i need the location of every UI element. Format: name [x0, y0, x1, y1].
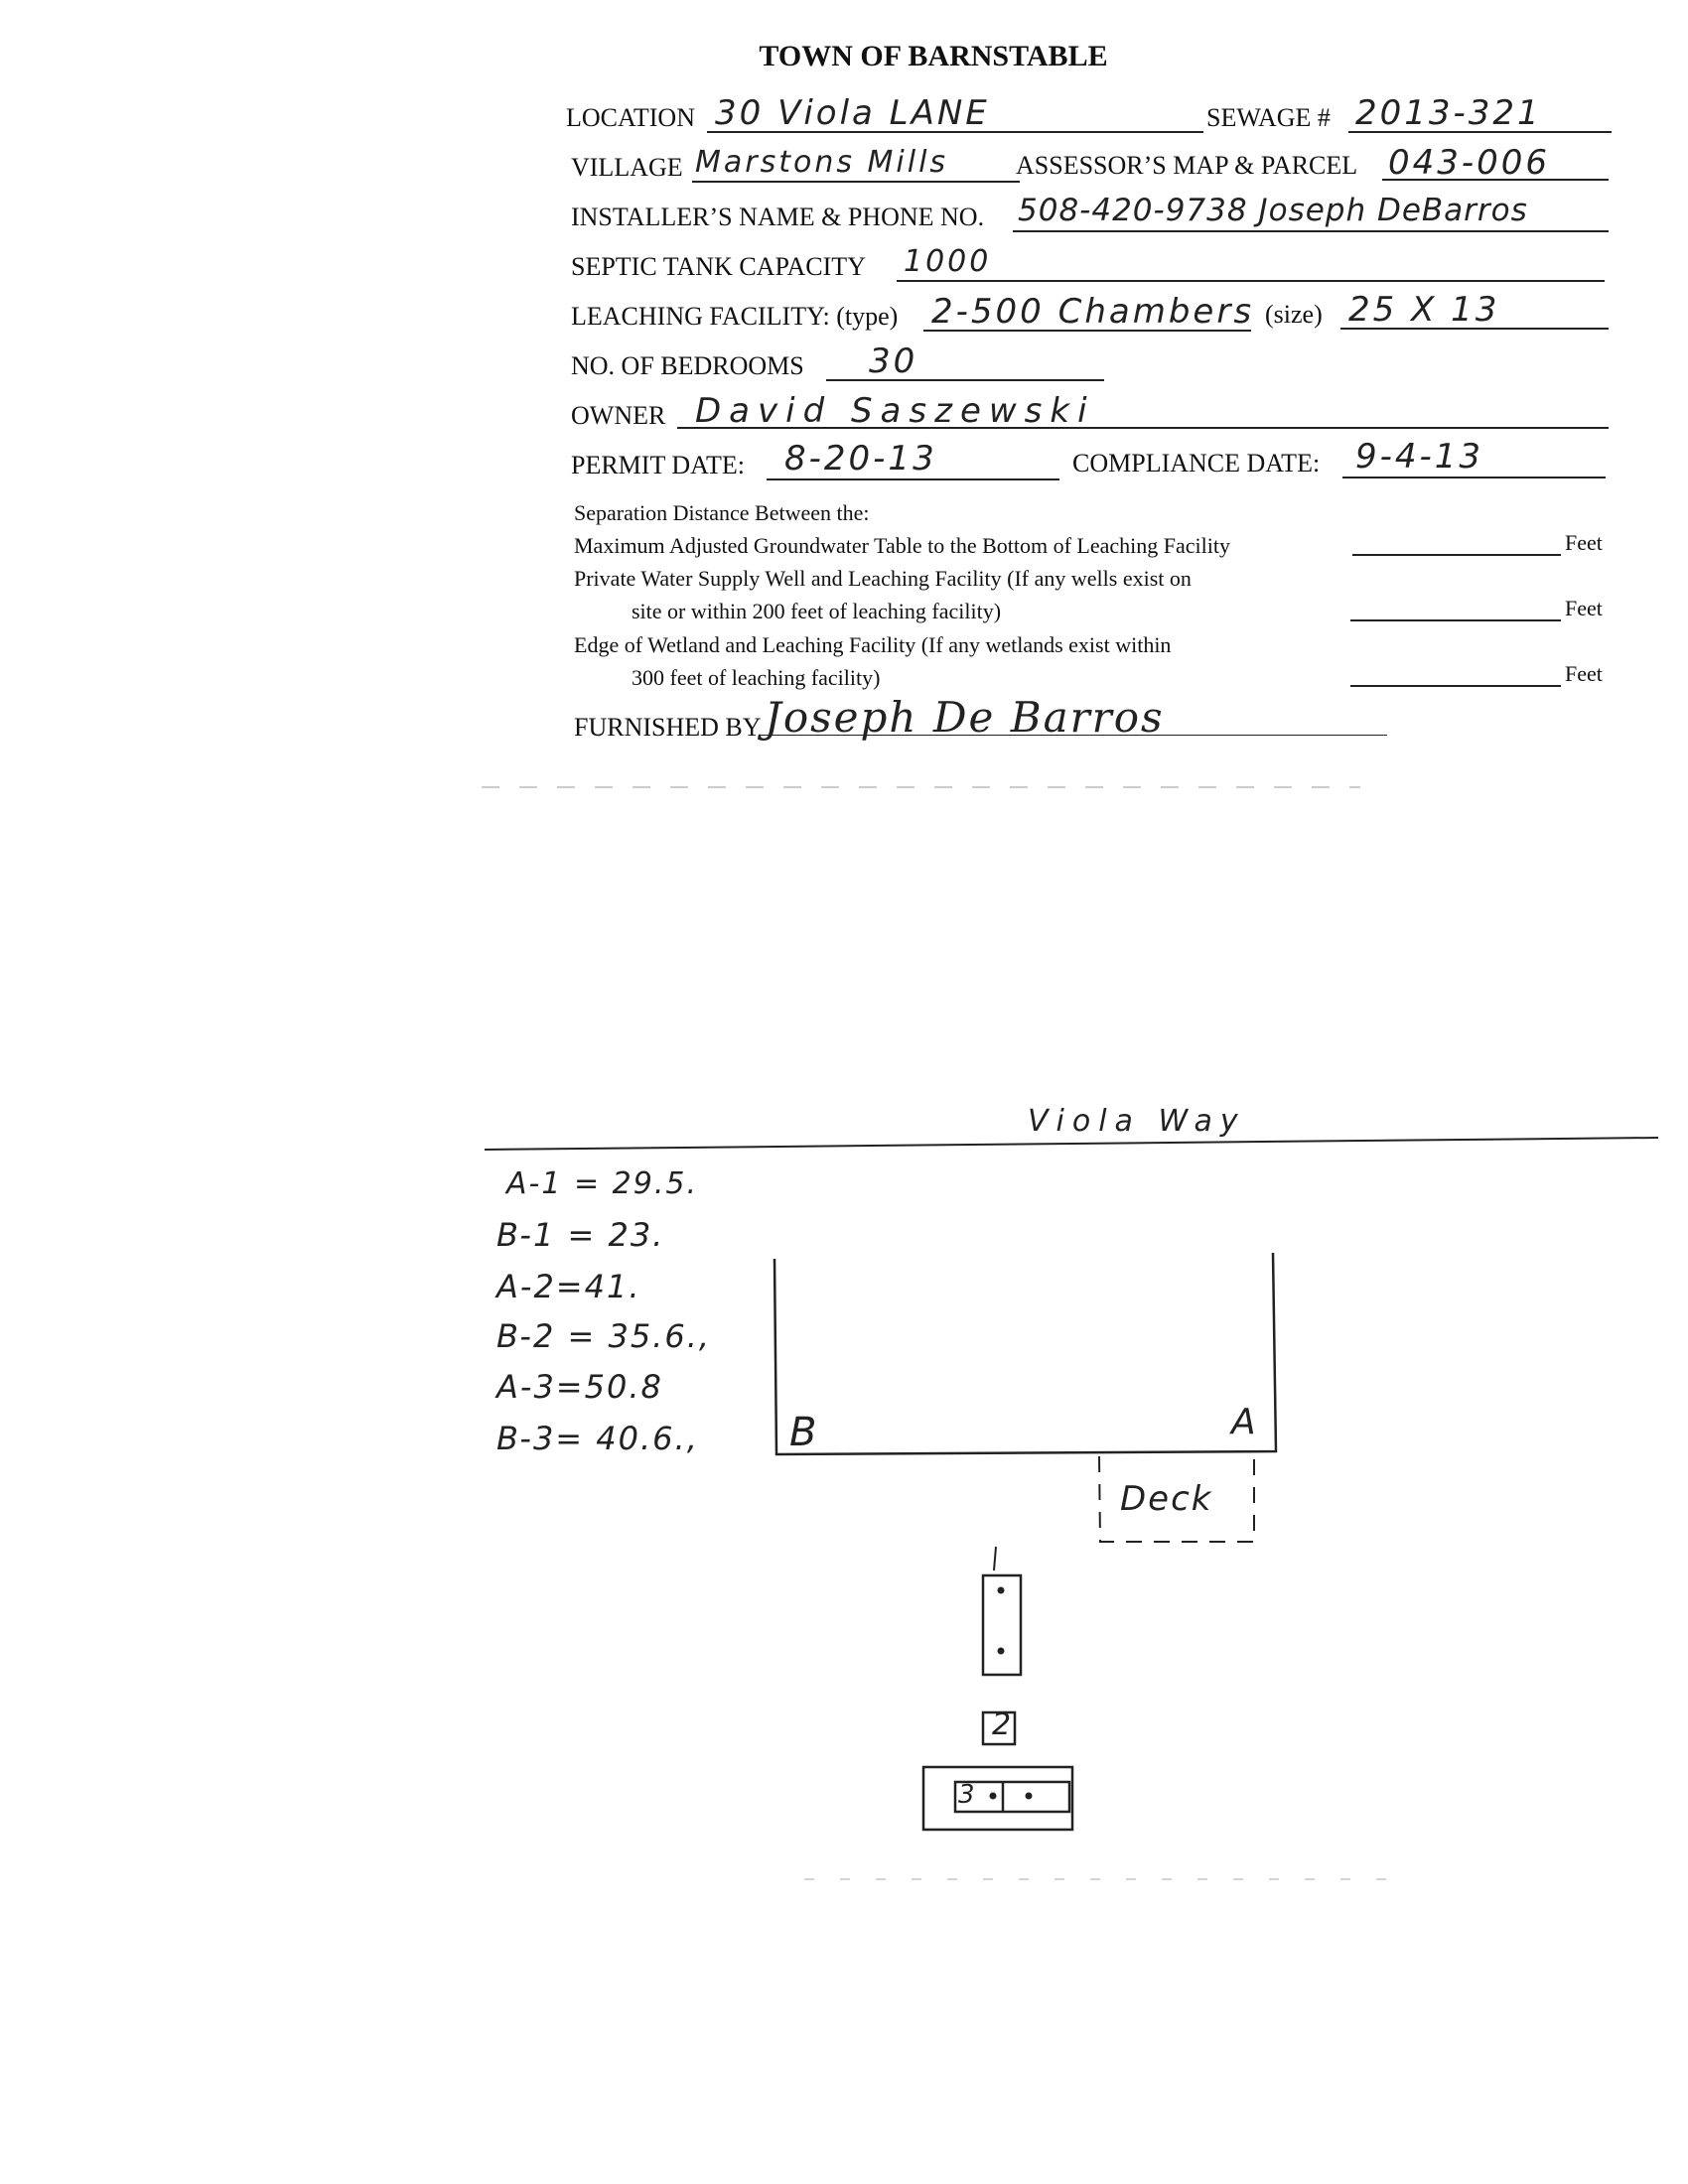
tank-3-dot-left [990, 1793, 997, 1800]
separation-row-1-unit: Feet [1565, 530, 1603, 555]
village-label: VILLAGE [571, 153, 683, 182]
page-title: TOWN OF BARNSTABLE [759, 40, 1108, 72]
tank-3-label: 3 [958, 1780, 975, 1810]
measurement-b1: B-1 = 23. [496, 1216, 665, 1254]
sewage-label: SEWAGE # [1206, 103, 1331, 132]
measurement-b2: B-2 = 35.6., [496, 1317, 712, 1355]
leaching-value: 2-500 Chambers [931, 292, 1255, 332]
corner-b-label: B [789, 1410, 819, 1455]
bedrooms-value: 30 [869, 341, 918, 381]
separation-row-2-text2: site or within 200 feet of leaching facility) [632, 599, 1002, 623]
separation-heading: Separation Distance Between the: [574, 500, 870, 525]
parcel-label: ASSESSOR’S MAP & PARCEL [1016, 151, 1358, 180]
village-value: Marstons Mills [695, 145, 949, 180]
tank-value: 1000 [904, 244, 992, 279]
compliance-value: 9-4-13 [1355, 437, 1484, 477]
measurement-a2: A-2=41. [496, 1268, 641, 1305]
compliance-label: COMPLIANCE DATE: [1072, 449, 1321, 478]
corner-a-label: A [1231, 1402, 1258, 1442]
permit-label: PERMIT DATE: [571, 451, 746, 479]
location-label: LOCATION [566, 103, 695, 132]
deck-label: Deck [1120, 1479, 1213, 1519]
bedrooms-label: NO. OF BEDROOMS [571, 351, 804, 380]
separation-row-3-unit: Feet [1565, 661, 1603, 686]
tank-1-mark [994, 1547, 996, 1570]
installer-value: 508-420-9738 Joseph DeBarros [1018, 193, 1528, 228]
furnished-signature: Joseph De Barros [765, 693, 1165, 742]
owner-value: David Saszewski [695, 391, 1095, 431]
parcel-value: 043-006 [1388, 143, 1551, 183]
sewage-value: 2013-321 [1355, 93, 1542, 133]
tank-3-outer [923, 1767, 1072, 1830]
separation-row-1-text: Maximum Adjusted Groundwater Table to the Bottom of Leaching Facility [574, 533, 1230, 558]
tank-3-dot-right [1026, 1793, 1033, 1800]
measurement-a3: A-3=50.8 [496, 1368, 663, 1406]
separation-row-3-text: Edge of Wetland and Leaching Facility (If any wetlands exist within [574, 632, 1172, 657]
separation-row-2-text: Private Water Supply Well and Leaching Facility (If any wells exist on [574, 566, 1192, 591]
tank-2-label: 2 [992, 1707, 1012, 1742]
permit-value: 8-20-13 [784, 439, 937, 478]
street-name: Viola Way [1028, 1104, 1246, 1139]
separation-row-2-unit: Feet [1565, 596, 1603, 620]
location-value: 30 Viola LANE [715, 93, 990, 133]
separation-row-3-text2: 300 feet of leaching facility) [632, 665, 881, 690]
size-label: (size) [1265, 300, 1323, 329]
house-outline [774, 1253, 1276, 1454]
measurement-b3: B-3= 40.6., [496, 1420, 699, 1457]
tank-1-dot-top [998, 1587, 1005, 1594]
leaching-label: LEACHING FACILITY: (type) [571, 302, 899, 331]
size-value: 25 X 13 [1348, 290, 1500, 330]
measurement-a1: A-1 = 29.5. [506, 1166, 698, 1201]
installer-label: INSTALLER’S NAME & PHONE NO. [571, 203, 985, 231]
furnished-label: FURNISHED BY [574, 713, 762, 742]
tank-label: SEPTIC TANK CAPACITY [571, 252, 866, 281]
owner-label: OWNER [571, 401, 666, 430]
street-line [485, 1138, 1658, 1150]
tank-1-dot-bottom [998, 1648, 1005, 1655]
